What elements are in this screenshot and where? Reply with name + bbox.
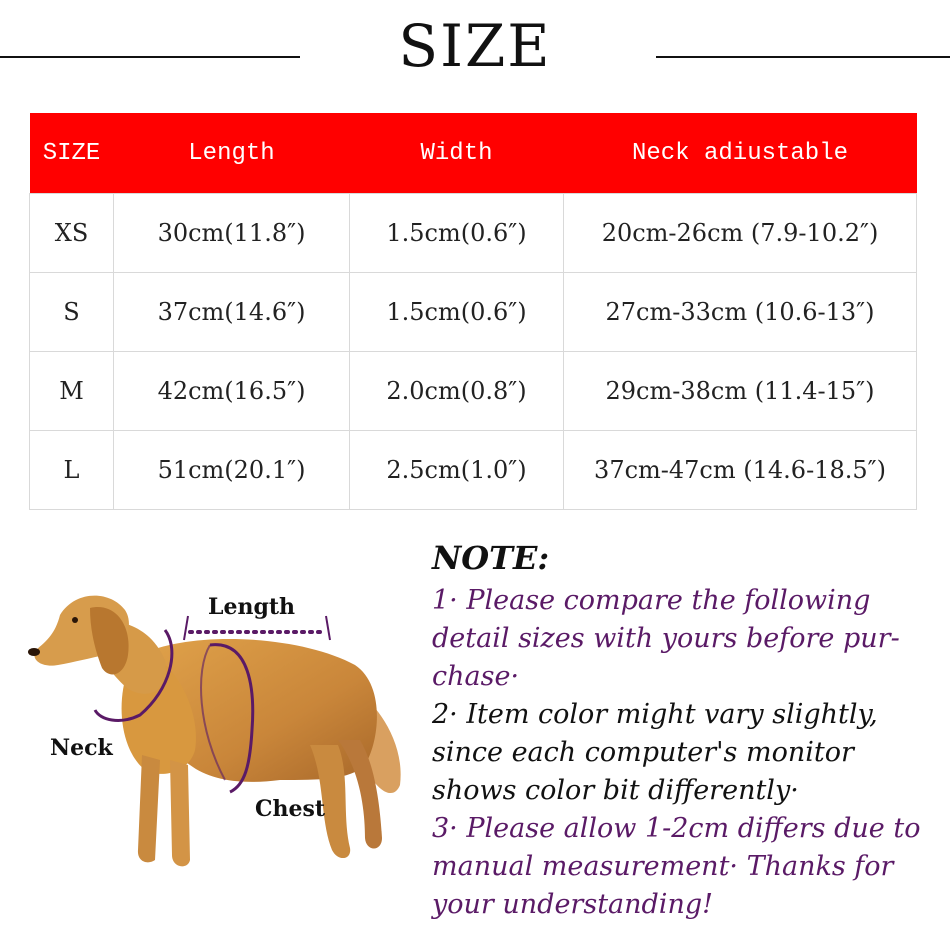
cell-length: 30cm(11.8″) [114, 194, 350, 273]
cell-neck: 37cm-47cm (14.6-18.5″) [564, 431, 917, 510]
note-item-2: 2· Item color might vary slightly, since each computer's monitor shows color bit differently· [432, 699, 878, 806]
header-width: Width [350, 113, 564, 194]
size-table [29, 113, 917, 510]
note-item-1: 1· Please compare the following detail sizes with yours before pur-chase· [432, 585, 900, 692]
cell-size: XS [30, 194, 114, 273]
neck-label: Neck [50, 735, 113, 761]
length-label: Length [208, 594, 296, 620]
table-header-row [30, 113, 917, 194]
cell-width: 2.0cm(0.8″) [350, 352, 564, 431]
note-heading: NOTE: [432, 539, 550, 577]
cell-length: 51cm(20.1″) [114, 431, 350, 510]
cell-width: 1.5cm(0.6″) [350, 273, 564, 352]
cell-length: 42cm(16.5″) [114, 352, 350, 431]
table-row [30, 352, 917, 431]
page-title: SIZE [398, 12, 552, 80]
title-divider-right [656, 56, 950, 58]
header-size: SIZE [30, 113, 114, 194]
table-row [30, 273, 917, 352]
cell-neck: 27cm-33cm (10.6-13″) [564, 273, 917, 352]
cell-width: 2.5cm(1.0″) [350, 431, 564, 510]
cell-length: 37cm(14.6″) [114, 273, 350, 352]
cell-size: M [30, 352, 114, 431]
header-neck: Neck adiustable [564, 113, 917, 194]
title-row [0, 0, 950, 100]
note-item-3: 3· Please allow 1-2cm differs due to manual measurement· Thanks for your understanding! [432, 813, 921, 920]
cell-neck: 20cm-26cm (7.9-10.2″) [564, 194, 917, 273]
dog-measurement-diagram [20, 580, 420, 910]
table-row [30, 194, 917, 273]
cell-neck: 29cm-38cm (11.4-15″) [564, 352, 917, 431]
chest-label: Chest [255, 796, 326, 822]
cell-size: L [30, 431, 114, 510]
cell-size: S [30, 273, 114, 352]
header-length: Length [114, 113, 350, 194]
note-section [432, 536, 942, 924]
cell-width: 1.5cm(0.6″) [350, 194, 564, 273]
table-row [30, 431, 917, 510]
